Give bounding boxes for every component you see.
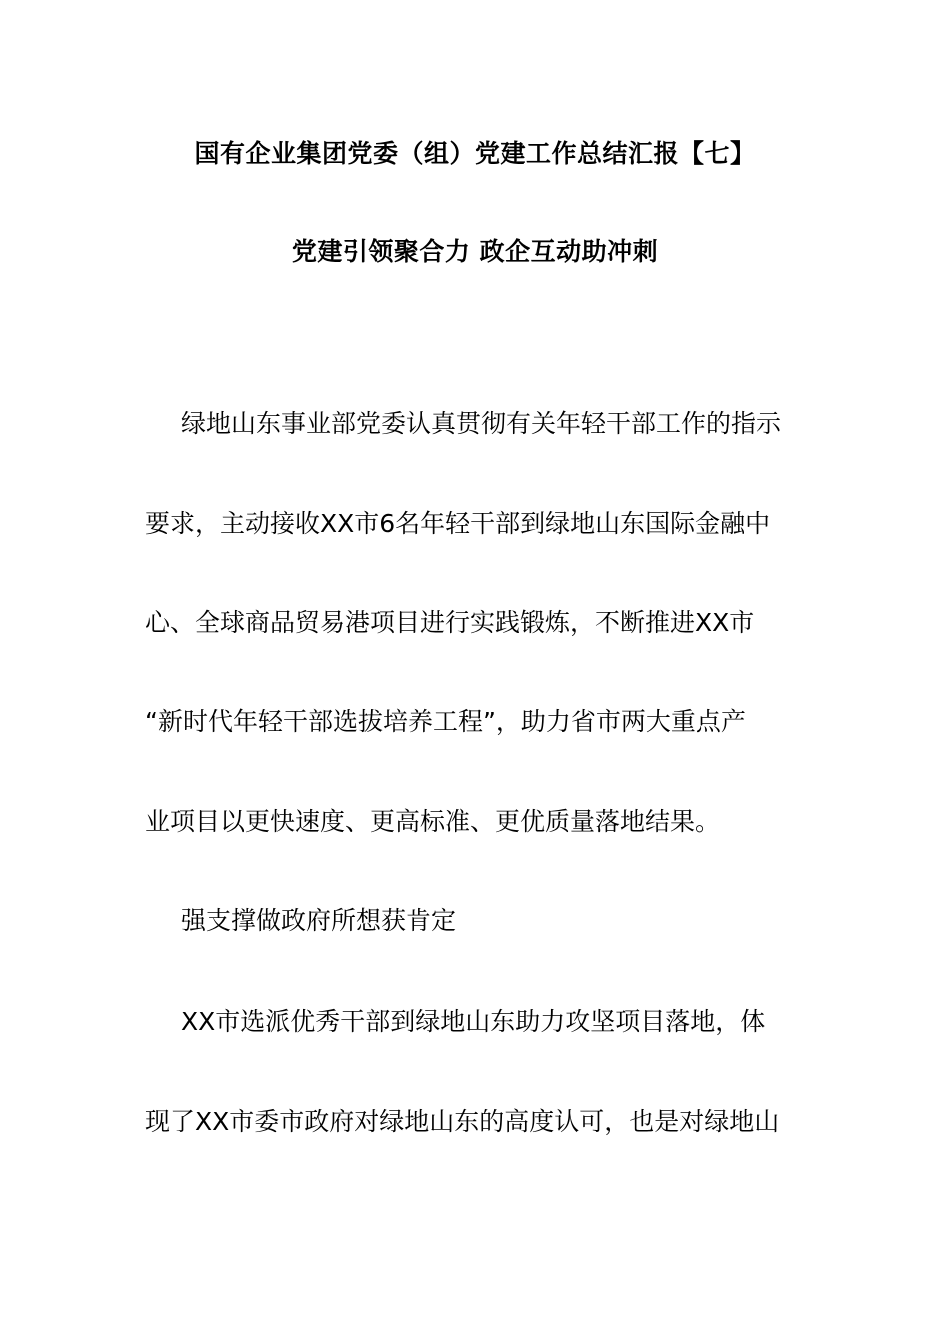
paragraph-line: 业项目以更快速度、更高标准、更优质量落地结果。 [145,807,721,836]
paragraph-line: 要求，主动接收XX市6名年轻干部到绿地山东国际金融中 [145,509,771,538]
paragraph-line: 现了XX市委市政府对绿地山东的高度认可，也是对绿地山 [145,1107,780,1136]
section-heading: 强支撑做政府所想获肯定 [181,906,457,935]
paragraph-line: XX市选派优秀干部到绿地山东助力攻坚项目落地，体 [181,1007,766,1036]
paragraph-line: 绿地山东事业部党委认真贯彻有关年轻干部工作的指示 [181,409,782,438]
document-subtitle: 党建引领聚合力 政企互动助冲刺 [291,237,659,266]
paragraph-line: “新时代年轻干部选拔培养工程”，助力省市两大重点产 [145,707,746,736]
document-title: 国有企业集团党委（组）党建工作总结汇报【七】 [194,139,756,168]
paragraph-line: 心、全球商品贸易港项目进行实践锻炼，不断推进XX市 [145,608,755,637]
